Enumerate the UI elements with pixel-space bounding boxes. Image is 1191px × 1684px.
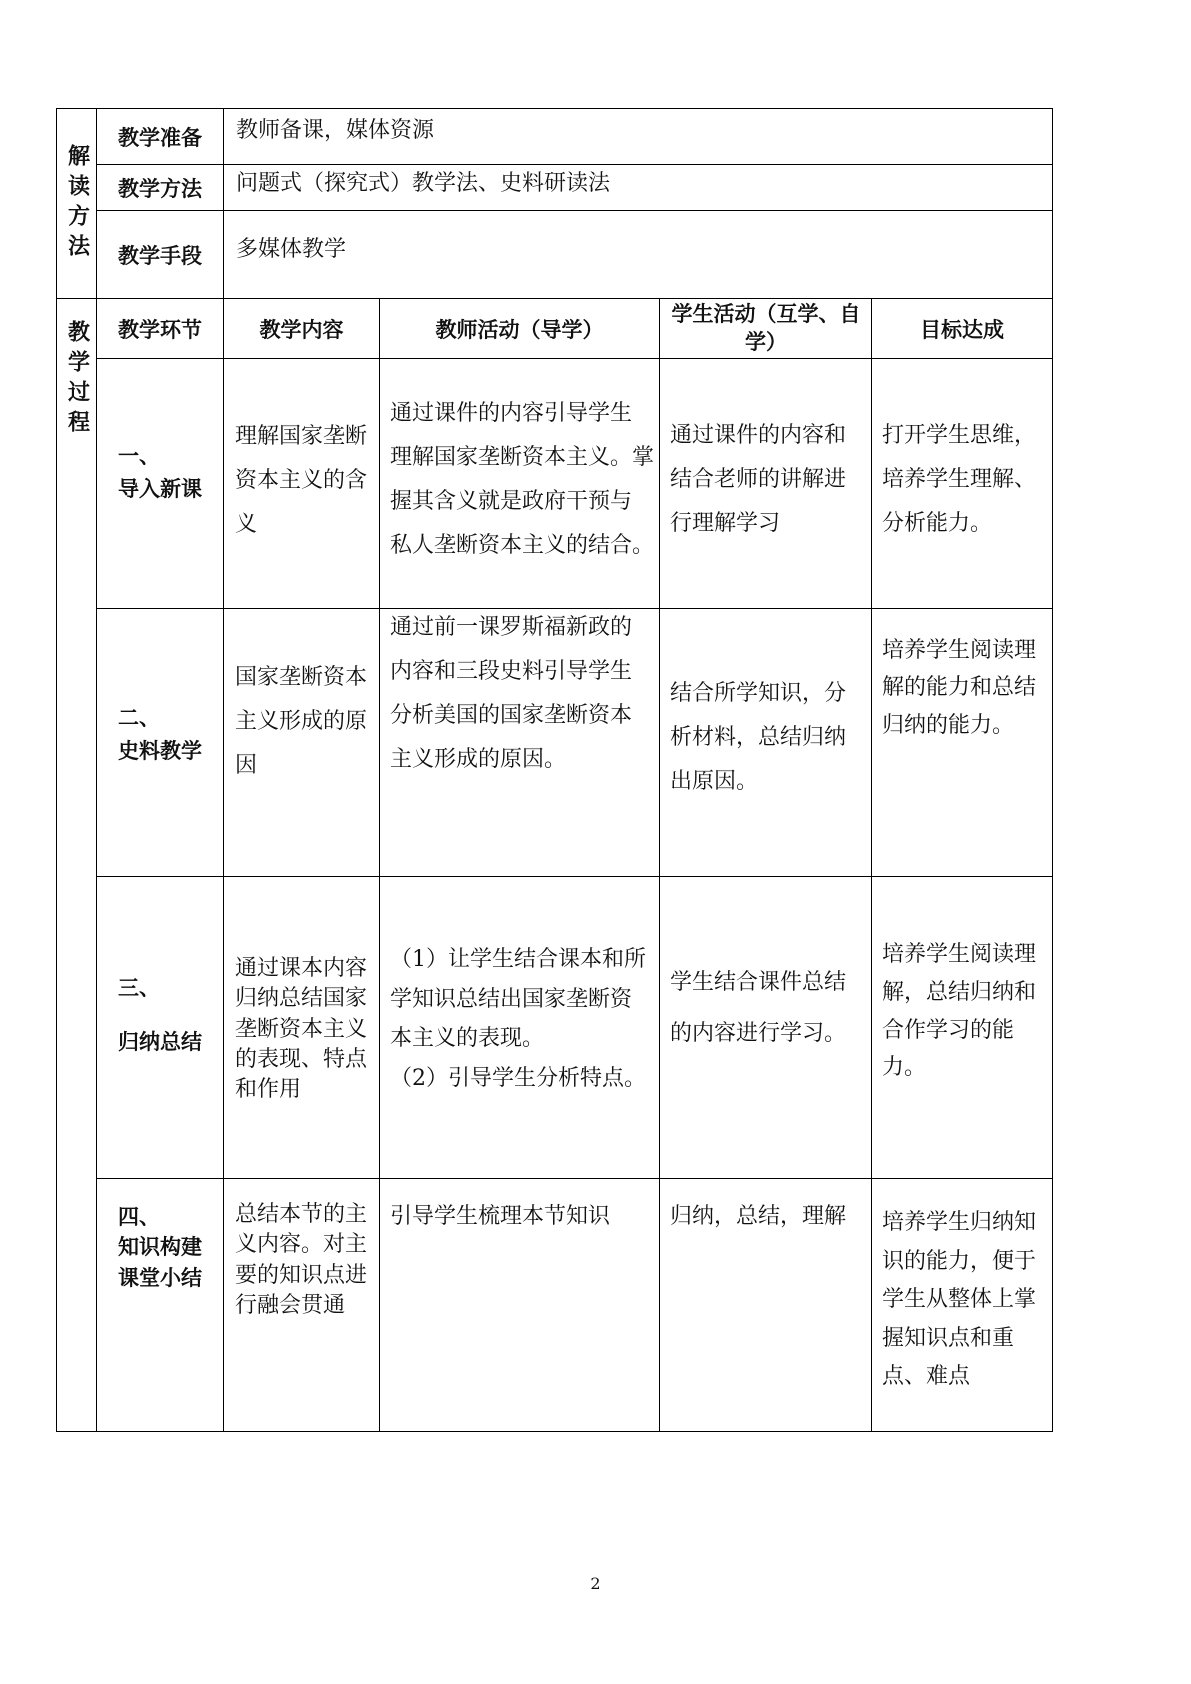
table-border bbox=[96, 164, 1053, 165]
row2-goal: 培养学生阅读理 解的能力和总结 归纳的能力。 bbox=[882, 638, 1037, 738]
row4-teacher: 引导学生梳理本节知识 bbox=[390, 1204, 611, 1229]
row3-student: 学生结合课件总结 的内容进行学习。 bbox=[670, 970, 847, 1046]
row1-student: 通过课件的内容和 结合老师的讲解进 行理解学习 bbox=[670, 423, 847, 536]
row4-stage: 四、 知识构建 课堂小结 bbox=[118, 1205, 202, 1290]
means-label: 教学手段 bbox=[118, 243, 202, 268]
row3-content: 通过课本内容 归纳总结国家 垄断资本主义 的表现、特点 和作用 bbox=[235, 956, 368, 1103]
row1-stage: 一、 导入新课 bbox=[118, 444, 202, 501]
header-content: 教学内容 bbox=[259, 317, 344, 342]
method-label: 教学方法 bbox=[118, 176, 202, 201]
header-stage: 教学环节 bbox=[118, 317, 202, 342]
method-side-label: 解读方法 bbox=[64, 143, 90, 264]
table-border bbox=[96, 210, 1053, 211]
row4-student: 归纳，总结，理解 bbox=[670, 1204, 847, 1229]
means-value: 多媒体教学 bbox=[236, 237, 347, 262]
process-side-label-cell bbox=[57, 320, 96, 520]
row1-teacher: 通过课件的内容引导学生 理解国家垄断资本主义。掌 握其含义就是政府干预与 私人垄断资本主义的结合。 bbox=[390, 401, 655, 558]
row1-content: 理解国家垄断 资本主义的含 义 bbox=[235, 424, 368, 537]
header-goal: 目标达成 bbox=[920, 317, 1004, 342]
table-border bbox=[96, 1178, 1053, 1179]
process-side-label: 教学过程 bbox=[64, 320, 90, 440]
header-teacher: 教师活动（导学） bbox=[435, 317, 604, 342]
row3-goal: 培养学生阅读理 解，总结归纳和 合作学习的能 力。 bbox=[882, 942, 1037, 1081]
row2-content: 国家垄断资本 主义形成的原 因 bbox=[235, 665, 368, 778]
row4-content: 总结本节的主 义内容。对主 要的知识点进 行融会贯通 bbox=[235, 1202, 368, 1319]
row2-stage: 二、 史料教学 bbox=[118, 706, 202, 763]
row3-teacher: （1）让学生结合课本和所 学知识总结出国家垄断资 本主义的表现。 （2）引导学生分析特点。 bbox=[390, 947, 646, 1091]
row2-student: 结合所学知识，分 析材料，总结归纳 出原因。 bbox=[670, 681, 847, 794]
prep-label: 教学准备 bbox=[118, 125, 202, 150]
method-value: 问题式（探究式）教学法、史料研读法 bbox=[236, 171, 611, 196]
header-student: 学生活动（互学、自学） bbox=[671, 302, 861, 354]
table-border bbox=[56, 108, 57, 1432]
table-border bbox=[871, 298, 872, 1432]
page-number: 2 bbox=[590, 1574, 601, 1593]
method-side-label-cell bbox=[57, 109, 96, 298]
row4-goal: 培养学生归纳知 识的能力，便于 学生从整体上掌 握知识点和重 点、难点 bbox=[882, 1210, 1037, 1389]
table-border bbox=[659, 298, 660, 1432]
table-border bbox=[379, 298, 380, 1432]
row1-goal: 打开学生思维， 培养学生理解、 分析能力。 bbox=[882, 423, 1037, 536]
prep-value: 教师备课，媒体资源 bbox=[236, 118, 435, 143]
table-border bbox=[1052, 108, 1053, 1432]
table-border bbox=[56, 1431, 1053, 1432]
row3-stage: 三、 归纳总结 bbox=[118, 976, 202, 1054]
table-border bbox=[96, 358, 1053, 359]
row2-teacher: 通过前一课罗斯福新政的 内容和三段史料引导学生 分析美国的国家垄断资本 主义形成的原因。 bbox=[390, 615, 633, 772]
table-border bbox=[96, 876, 1053, 877]
